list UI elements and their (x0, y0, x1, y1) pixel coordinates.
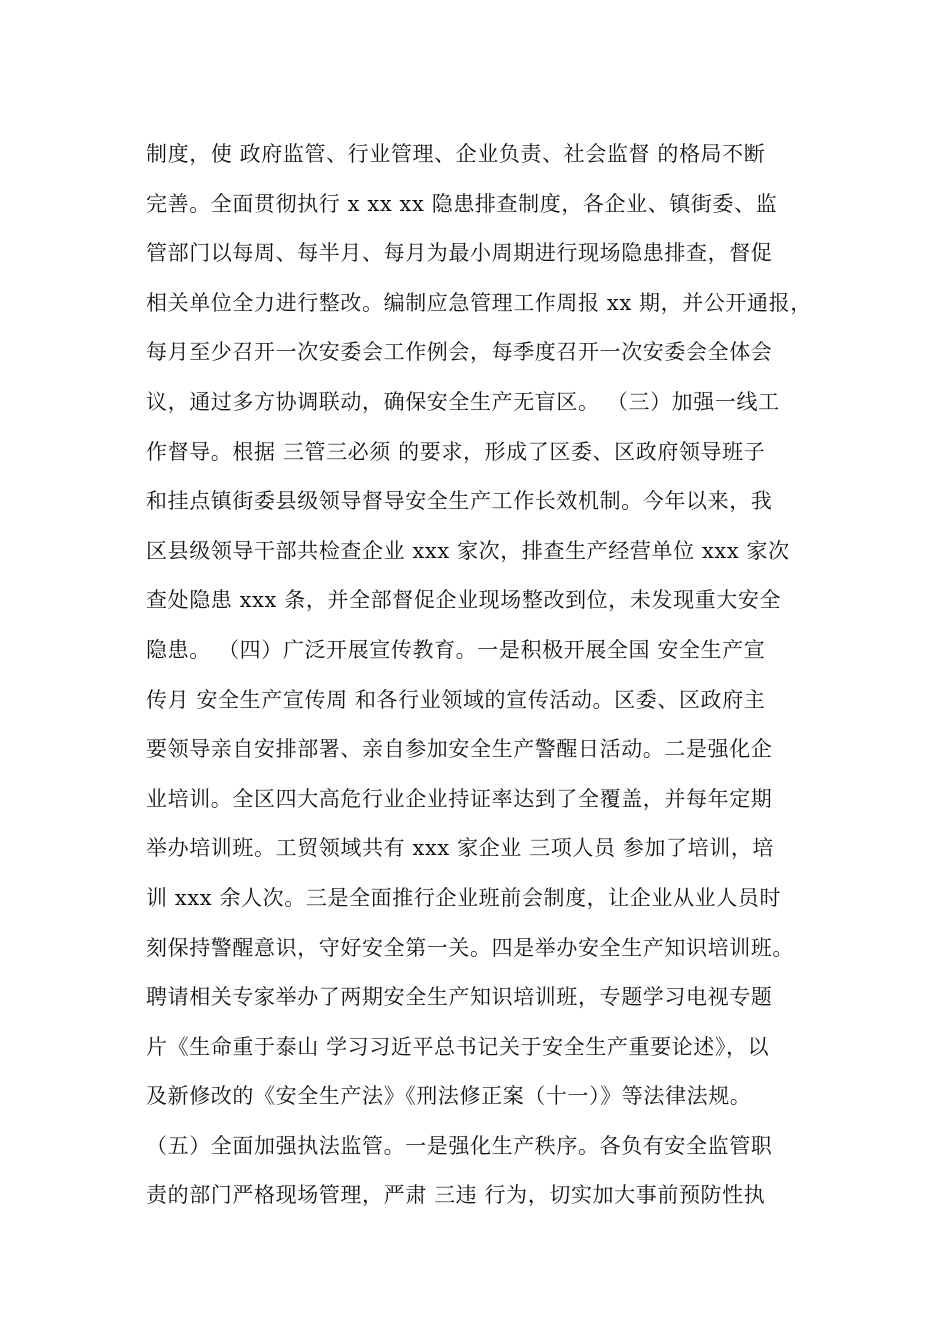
text-line-18: 聘请相关专家举办了两期安全生产知识培训班，专题学习电视专题 (146, 985, 773, 1010)
text-line-22: 责的部门严格现场管理，严肃 三违 行为，切实加大事前预防性执 (146, 1183, 766, 1208)
text-line-10: 查处隐患 xxx 条，并全部督促企业现场整改到位，未发现重大安全 (146, 588, 782, 613)
text-line-3: 管部门以每周、每半月、每月为最小周期进行现场隐患排查，督促 (146, 241, 773, 266)
text-line-16: 训 xxx 余人次。三是全面推行企业班前会制度，让企业从业人员时 (146, 885, 782, 910)
text-line-20: 及新修改的《安全生产法》《刑法修正案（十一）》等法律法规。 (146, 1084, 752, 1109)
text-line-7: 作督导。根据 三管三必须 的要求，形成了区委、区政府领导班子 (146, 439, 766, 464)
text-line-12: 传月 安全生产宣传周 和各行业领域的宣传活动。区委、区政府主 (146, 687, 766, 712)
body-text (146, 130, 836, 1221)
text-line-8: 和挂点镇街委县级领导督导安全生产工作长效机制。今年以来，我 (146, 489, 773, 514)
text-line-13: 要领导亲自安排部署、亲自参加安全生产警醒日活动。二是强化企 (146, 737, 773, 762)
text-line-2: 完善。全面贯彻执行 x xx xx 隐患排查制度，各企业、镇街委、监 (146, 191, 778, 216)
text-line-19: 片《生命重于泰山 学习习近平总书记关于安全生产重要论述》，以 (146, 1034, 770, 1059)
text-line-4: 相关单位全力进行整改。编制应急管理工作周报 xx 期，并公开通报， (146, 290, 812, 315)
text-line-17: 刻保持警醒意识，守好安全第一关。四是举办安全生产知识培训班。 (146, 935, 794, 960)
text-line-21: （五）全面加强执法监管。一是强化生产秩序。各负有安全监管职 (146, 1133, 773, 1158)
text-line-5: 每月至少召开一次安委会工作例会，每季度召开一次安委会全体会 (146, 340, 773, 365)
text-line-6: 议，通过多方协调联动，确保安全生产无盲区。 （三）加强一线工 (146, 389, 780, 414)
text-line-9: 区县级领导干部共检查企业 xxx 家次，排查生产经营单位 xxx 家次 (146, 538, 790, 563)
text-line-15: 举办培训班。工贸领域共有 xxx 家企业 三项人员 参加了培训，培 (146, 836, 775, 861)
text-line-14: 业培训。全区四大高危行业企业持证率达到了全覆盖，并每年定期 (146, 786, 773, 811)
text-line-1: 制度，使 政府监管、行业管理、企业负责、社会监督 的格局不断 (146, 142, 766, 166)
text-line-11: 隐患。 （四）广泛开展宣传教育。一是积极开展全国 安全生产宣 (146, 637, 766, 662)
